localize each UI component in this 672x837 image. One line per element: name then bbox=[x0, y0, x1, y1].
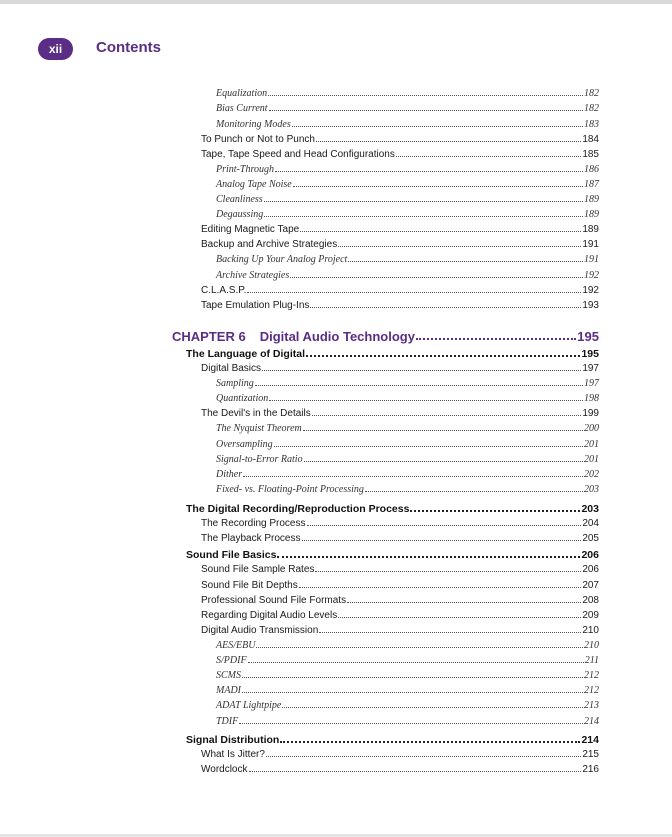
entry-title: Digital Audio Transmission bbox=[201, 625, 319, 636]
entry-page-number: 192 bbox=[582, 285, 599, 296]
entry-title: Equalization bbox=[216, 88, 268, 99]
entry-page-number: 192 bbox=[584, 270, 599, 281]
dot-leader bbox=[303, 430, 583, 431]
dot-leader bbox=[266, 756, 581, 757]
entry-page-number: 201 bbox=[584, 454, 599, 465]
toc-entry bbox=[201, 580, 599, 591]
dot-leader bbox=[410, 510, 580, 512]
dot-leader bbox=[304, 461, 583, 462]
toc-entry bbox=[201, 595, 599, 606]
toc-entry bbox=[216, 194, 599, 205]
dot-leader bbox=[268, 95, 583, 96]
entry-title: Quantization bbox=[216, 393, 269, 404]
toc-entry bbox=[216, 640, 599, 651]
dot-leader bbox=[282, 707, 583, 708]
toc-entry bbox=[216, 484, 599, 495]
entry-title: Bias Current bbox=[216, 103, 268, 114]
dot-leader bbox=[248, 662, 584, 663]
toc-entry bbox=[216, 454, 599, 465]
dot-leader bbox=[293, 186, 583, 187]
toc-entry bbox=[201, 625, 599, 636]
toc-entry bbox=[201, 239, 599, 250]
entry-page-number: 215 bbox=[582, 749, 599, 760]
entry-title: The Language of Digital bbox=[186, 348, 306, 360]
entry-page-number: 213 bbox=[584, 700, 599, 711]
entry-page-number: 210 bbox=[584, 640, 599, 651]
entry-title: Oversampling bbox=[216, 439, 273, 450]
entry-title: Backup and Archive Strategies bbox=[201, 239, 338, 250]
entry-title: Signal Distribution bbox=[186, 734, 280, 746]
dot-leader bbox=[280, 741, 580, 743]
toc-entry bbox=[216, 469, 599, 480]
entry-title: S/PDIF bbox=[216, 655, 247, 666]
entry-title: C.L.A.S.P. bbox=[201, 285, 247, 296]
entry-title: Analog Tape Noise bbox=[216, 179, 292, 190]
dot-leader bbox=[365, 491, 583, 492]
entry-page-number: 191 bbox=[582, 239, 599, 250]
toc-entry bbox=[216, 439, 599, 450]
entry-page-number: 205 bbox=[582, 533, 599, 544]
chapter-entry bbox=[172, 329, 599, 344]
entry-title: Tape, Tape Speed and Head Configurations bbox=[201, 149, 395, 160]
toc-entry bbox=[201, 224, 599, 235]
entry-title: Backing Up Your Analog Project bbox=[216, 254, 348, 265]
entry-page-number: 198 bbox=[584, 393, 599, 404]
toc-entry bbox=[201, 518, 599, 529]
entry-title: Sound File Basics bbox=[186, 549, 277, 561]
dot-leader bbox=[262, 370, 581, 371]
dot-leader bbox=[247, 292, 581, 293]
dot-leader bbox=[264, 201, 583, 202]
dot-leader bbox=[416, 338, 576, 340]
entry-page-number: 197 bbox=[584, 378, 599, 389]
dot-leader bbox=[348, 261, 583, 262]
entry-page-number: 189 bbox=[584, 209, 599, 220]
toc-entry bbox=[216, 655, 599, 666]
toc-entry bbox=[216, 88, 599, 99]
dot-leader bbox=[249, 771, 582, 772]
entry-title: The Recording Process bbox=[201, 518, 306, 529]
toc-entry bbox=[216, 119, 599, 130]
dot-leader bbox=[243, 476, 583, 477]
entry-title: The Digital Recording/Reproduction Process bbox=[186, 503, 410, 515]
entry-page-number: 191 bbox=[584, 254, 599, 265]
entry-title: Archive Strategies bbox=[216, 270, 290, 281]
entry-title: Fixed- vs. Floating-Point Processing bbox=[216, 484, 364, 495]
entry-title: Dither bbox=[216, 469, 243, 480]
entry-page-number: 211 bbox=[584, 655, 599, 666]
dot-leader bbox=[255, 385, 583, 386]
entry-page-number: 185 bbox=[582, 149, 599, 160]
entry-page-number: 199 bbox=[582, 408, 599, 419]
toc-entry bbox=[216, 670, 599, 681]
entry-title: Cleanliness bbox=[216, 194, 263, 205]
entry-page-number: 182 bbox=[584, 103, 599, 114]
entry-title: Digital Basics bbox=[201, 363, 262, 374]
toc-entry bbox=[186, 549, 599, 561]
entry-page-number: 187 bbox=[584, 179, 599, 190]
entry-page-number: 182 bbox=[584, 88, 599, 99]
entry-page-number: 209 bbox=[582, 610, 599, 621]
entry-title: AES/EBU bbox=[216, 640, 256, 651]
entry-title: What Is Jitter? bbox=[201, 749, 265, 760]
toc-entry bbox=[186, 503, 599, 515]
dot-leader bbox=[292, 126, 583, 127]
entry-page-number: 210 bbox=[582, 625, 599, 636]
dot-leader bbox=[396, 156, 581, 157]
toc-entry bbox=[216, 716, 599, 727]
entry-title: ADAT Lightpipe bbox=[216, 700, 282, 711]
entry-title: Wordclock bbox=[201, 764, 248, 775]
toc-entry bbox=[201, 764, 599, 775]
entry-page-number: 206 bbox=[582, 564, 599, 575]
entry-page-number: 203 bbox=[584, 484, 599, 495]
entry-title: Editing Magnetic Tape bbox=[201, 224, 300, 235]
toc-entry bbox=[216, 103, 599, 114]
entry-page-number: 202 bbox=[584, 469, 599, 480]
entry-title: Signal-to-Error Ratio bbox=[216, 454, 303, 465]
dot-leader bbox=[316, 141, 581, 142]
dot-leader bbox=[242, 677, 583, 678]
page-number-badge: xii bbox=[38, 38, 73, 60]
dot-leader bbox=[307, 525, 582, 526]
entry-title: Sound File Bit Depths bbox=[201, 580, 298, 591]
dot-leader bbox=[300, 231, 581, 232]
toc-entry bbox=[201, 363, 599, 374]
entry-page-number: 195 bbox=[581, 348, 599, 360]
dot-leader bbox=[312, 415, 582, 416]
entry-title: Regarding Digital Audio Levels bbox=[201, 610, 338, 621]
toc-entry bbox=[201, 134, 599, 145]
entry-title: Professional Sound File Formats bbox=[201, 595, 347, 606]
dot-leader bbox=[315, 571, 581, 572]
toc-entry bbox=[201, 149, 599, 160]
entry-page-number: 208 bbox=[582, 595, 599, 606]
toc-entry bbox=[201, 285, 599, 296]
toc-entry bbox=[216, 423, 599, 434]
entry-page-number: 197 bbox=[582, 363, 599, 374]
dot-leader bbox=[264, 216, 583, 217]
toc-entry bbox=[216, 378, 599, 389]
entry-title: TDIF bbox=[216, 716, 239, 727]
dot-leader bbox=[239, 723, 583, 724]
toc-entry bbox=[201, 300, 599, 311]
entry-page-number: 207 bbox=[582, 580, 599, 591]
toc-entry bbox=[216, 270, 599, 281]
entry-title: To Punch or Not to Punch bbox=[201, 134, 315, 145]
entry-title: SCMS bbox=[216, 670, 241, 681]
entry-title: Monitoring Modes bbox=[216, 119, 291, 130]
entry-page-number: 183 bbox=[584, 119, 599, 130]
dot-leader bbox=[338, 617, 581, 618]
dot-leader bbox=[299, 587, 582, 588]
toc-entry bbox=[186, 348, 599, 360]
toc-entry bbox=[201, 533, 599, 544]
dot-leader bbox=[319, 632, 581, 633]
toc-entry bbox=[186, 734, 599, 746]
dot-leader bbox=[269, 110, 583, 111]
entry-page-number: 193 bbox=[582, 300, 599, 311]
toc-entry bbox=[216, 164, 599, 175]
toc-entry bbox=[216, 179, 599, 190]
dot-leader bbox=[290, 277, 583, 278]
dot-leader bbox=[242, 692, 583, 693]
toc-entry bbox=[201, 749, 599, 760]
entry-page-number: 203 bbox=[581, 503, 599, 515]
entry-page-number: 206 bbox=[581, 549, 599, 561]
entry-title: Sampling bbox=[216, 378, 254, 389]
toc-entry bbox=[201, 610, 599, 621]
entry-page-number: 214 bbox=[581, 734, 599, 746]
entry-title: Digital Audio Technology bbox=[259, 329, 415, 344]
toc-entry bbox=[216, 209, 599, 220]
dot-leader bbox=[302, 540, 582, 541]
dot-leader bbox=[277, 556, 580, 558]
entry-title: Sound File Sample Rates bbox=[201, 564, 315, 575]
page-title: Contents bbox=[96, 39, 161, 56]
entry-page-number: 214 bbox=[584, 716, 599, 727]
dot-leader bbox=[269, 400, 583, 401]
dot-leader bbox=[310, 307, 581, 308]
dot-leader bbox=[275, 171, 583, 172]
toc-entry bbox=[216, 700, 599, 711]
toc-entry bbox=[216, 685, 599, 696]
entry-title: The Devil's in the Details bbox=[201, 408, 311, 419]
entry-title: MADI bbox=[216, 685, 241, 696]
entry-page-number: 186 bbox=[584, 164, 599, 175]
entry-page-number: 204 bbox=[582, 518, 599, 529]
entry-page-number: 201 bbox=[584, 439, 599, 450]
entry-title: Tape Emulation Plug-Ins bbox=[201, 300, 310, 311]
entry-title: The Nyquist Theorem bbox=[216, 423, 302, 434]
entry-page-number: 216 bbox=[582, 764, 599, 775]
dot-leader bbox=[306, 355, 580, 357]
toc-entry bbox=[201, 408, 599, 419]
chapter-number: CHAPTER 6 bbox=[172, 329, 246, 344]
toc-entry bbox=[216, 393, 599, 404]
dot-leader bbox=[347, 602, 581, 603]
dot-leader bbox=[338, 246, 581, 247]
entry-page-number: 200 bbox=[584, 423, 599, 434]
toc-entry bbox=[201, 564, 599, 575]
entry-page-number: 184 bbox=[582, 134, 599, 145]
entry-page-number: 189 bbox=[582, 224, 599, 235]
entry-title: The Playback Process bbox=[201, 533, 301, 544]
entry-page-number: 212 bbox=[584, 670, 599, 681]
entry-page-number: 195 bbox=[577, 329, 599, 344]
entry-page-number: 189 bbox=[584, 194, 599, 205]
entry-title: Degaussing bbox=[216, 209, 264, 220]
entry-title: Print-Through bbox=[216, 164, 274, 175]
dot-leader bbox=[256, 647, 583, 648]
entry-page-number: 212 bbox=[584, 685, 599, 696]
dot-leader bbox=[274, 446, 583, 447]
toc-entry bbox=[216, 254, 599, 265]
